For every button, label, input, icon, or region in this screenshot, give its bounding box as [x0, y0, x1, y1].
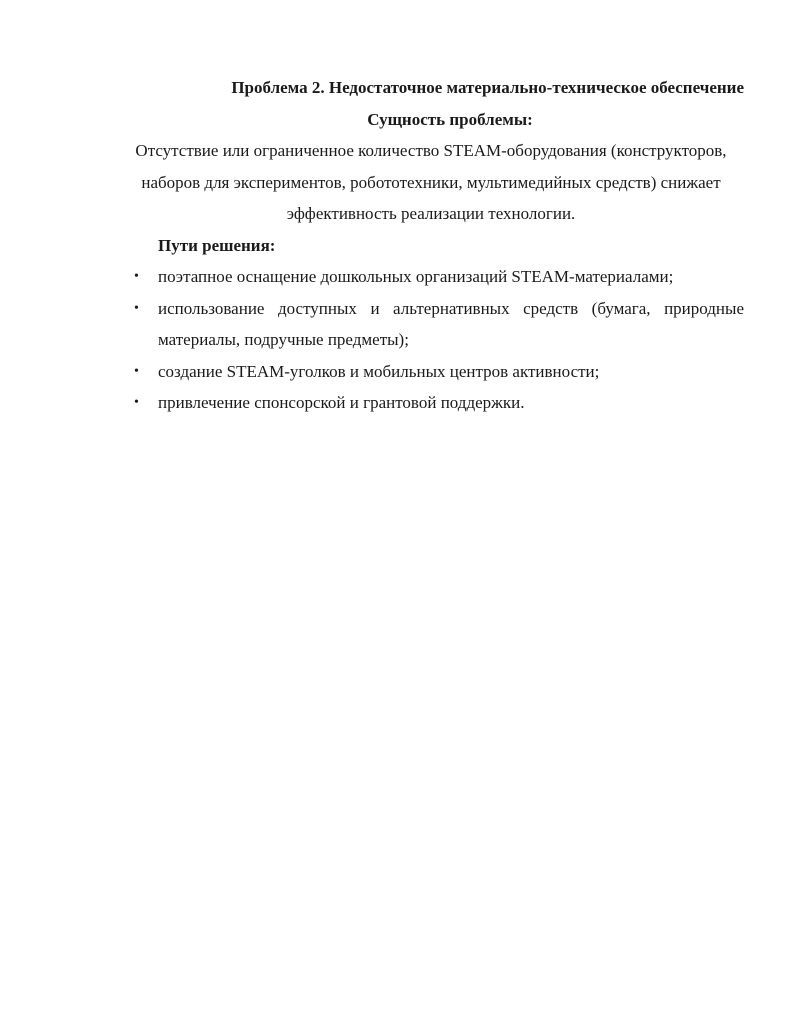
- list-item: [118, 387, 744, 419]
- list-item-text: привлечение спонсорской и грантовой поддержки.: [158, 393, 525, 412]
- bullet-icon: •: [134, 363, 139, 379]
- list-item: [118, 293, 744, 356]
- bullet-icon: •: [134, 395, 139, 410]
- essence-heading: Сущность проблемы:: [367, 109, 533, 129]
- bullet-icon: •: [134, 269, 139, 284]
- bullet-icon: •: [134, 300, 139, 316]
- list-item: [118, 261, 744, 293]
- list-item-text: создание STEAM-уголков и мобильных центров активности;: [158, 361, 600, 381]
- essence-text: Отсутствие или ограниченное количество STEAM-оборудования (конструкторов, наборов для экспериментов, робототехники, мультимедийных средств) снижает эффективность реализации технологии.: [135, 141, 727, 223]
- list-item-text: поэтапное оснащение дошкольных организаций STEAM-материалами;: [158, 267, 674, 286]
- solutions-list: [118, 261, 744, 419]
- problem-title: Проблема 2. Недостаточное материально-техническое обеспечение: [231, 78, 744, 97]
- list-item: [118, 356, 744, 388]
- list-item-text: использование доступных и альтернативных средств (бумага, природные материалы, подручные предметы);: [158, 298, 744, 349]
- solutions-heading: Пути решения:: [158, 235, 276, 255]
- document-body: [118, 72, 744, 419]
